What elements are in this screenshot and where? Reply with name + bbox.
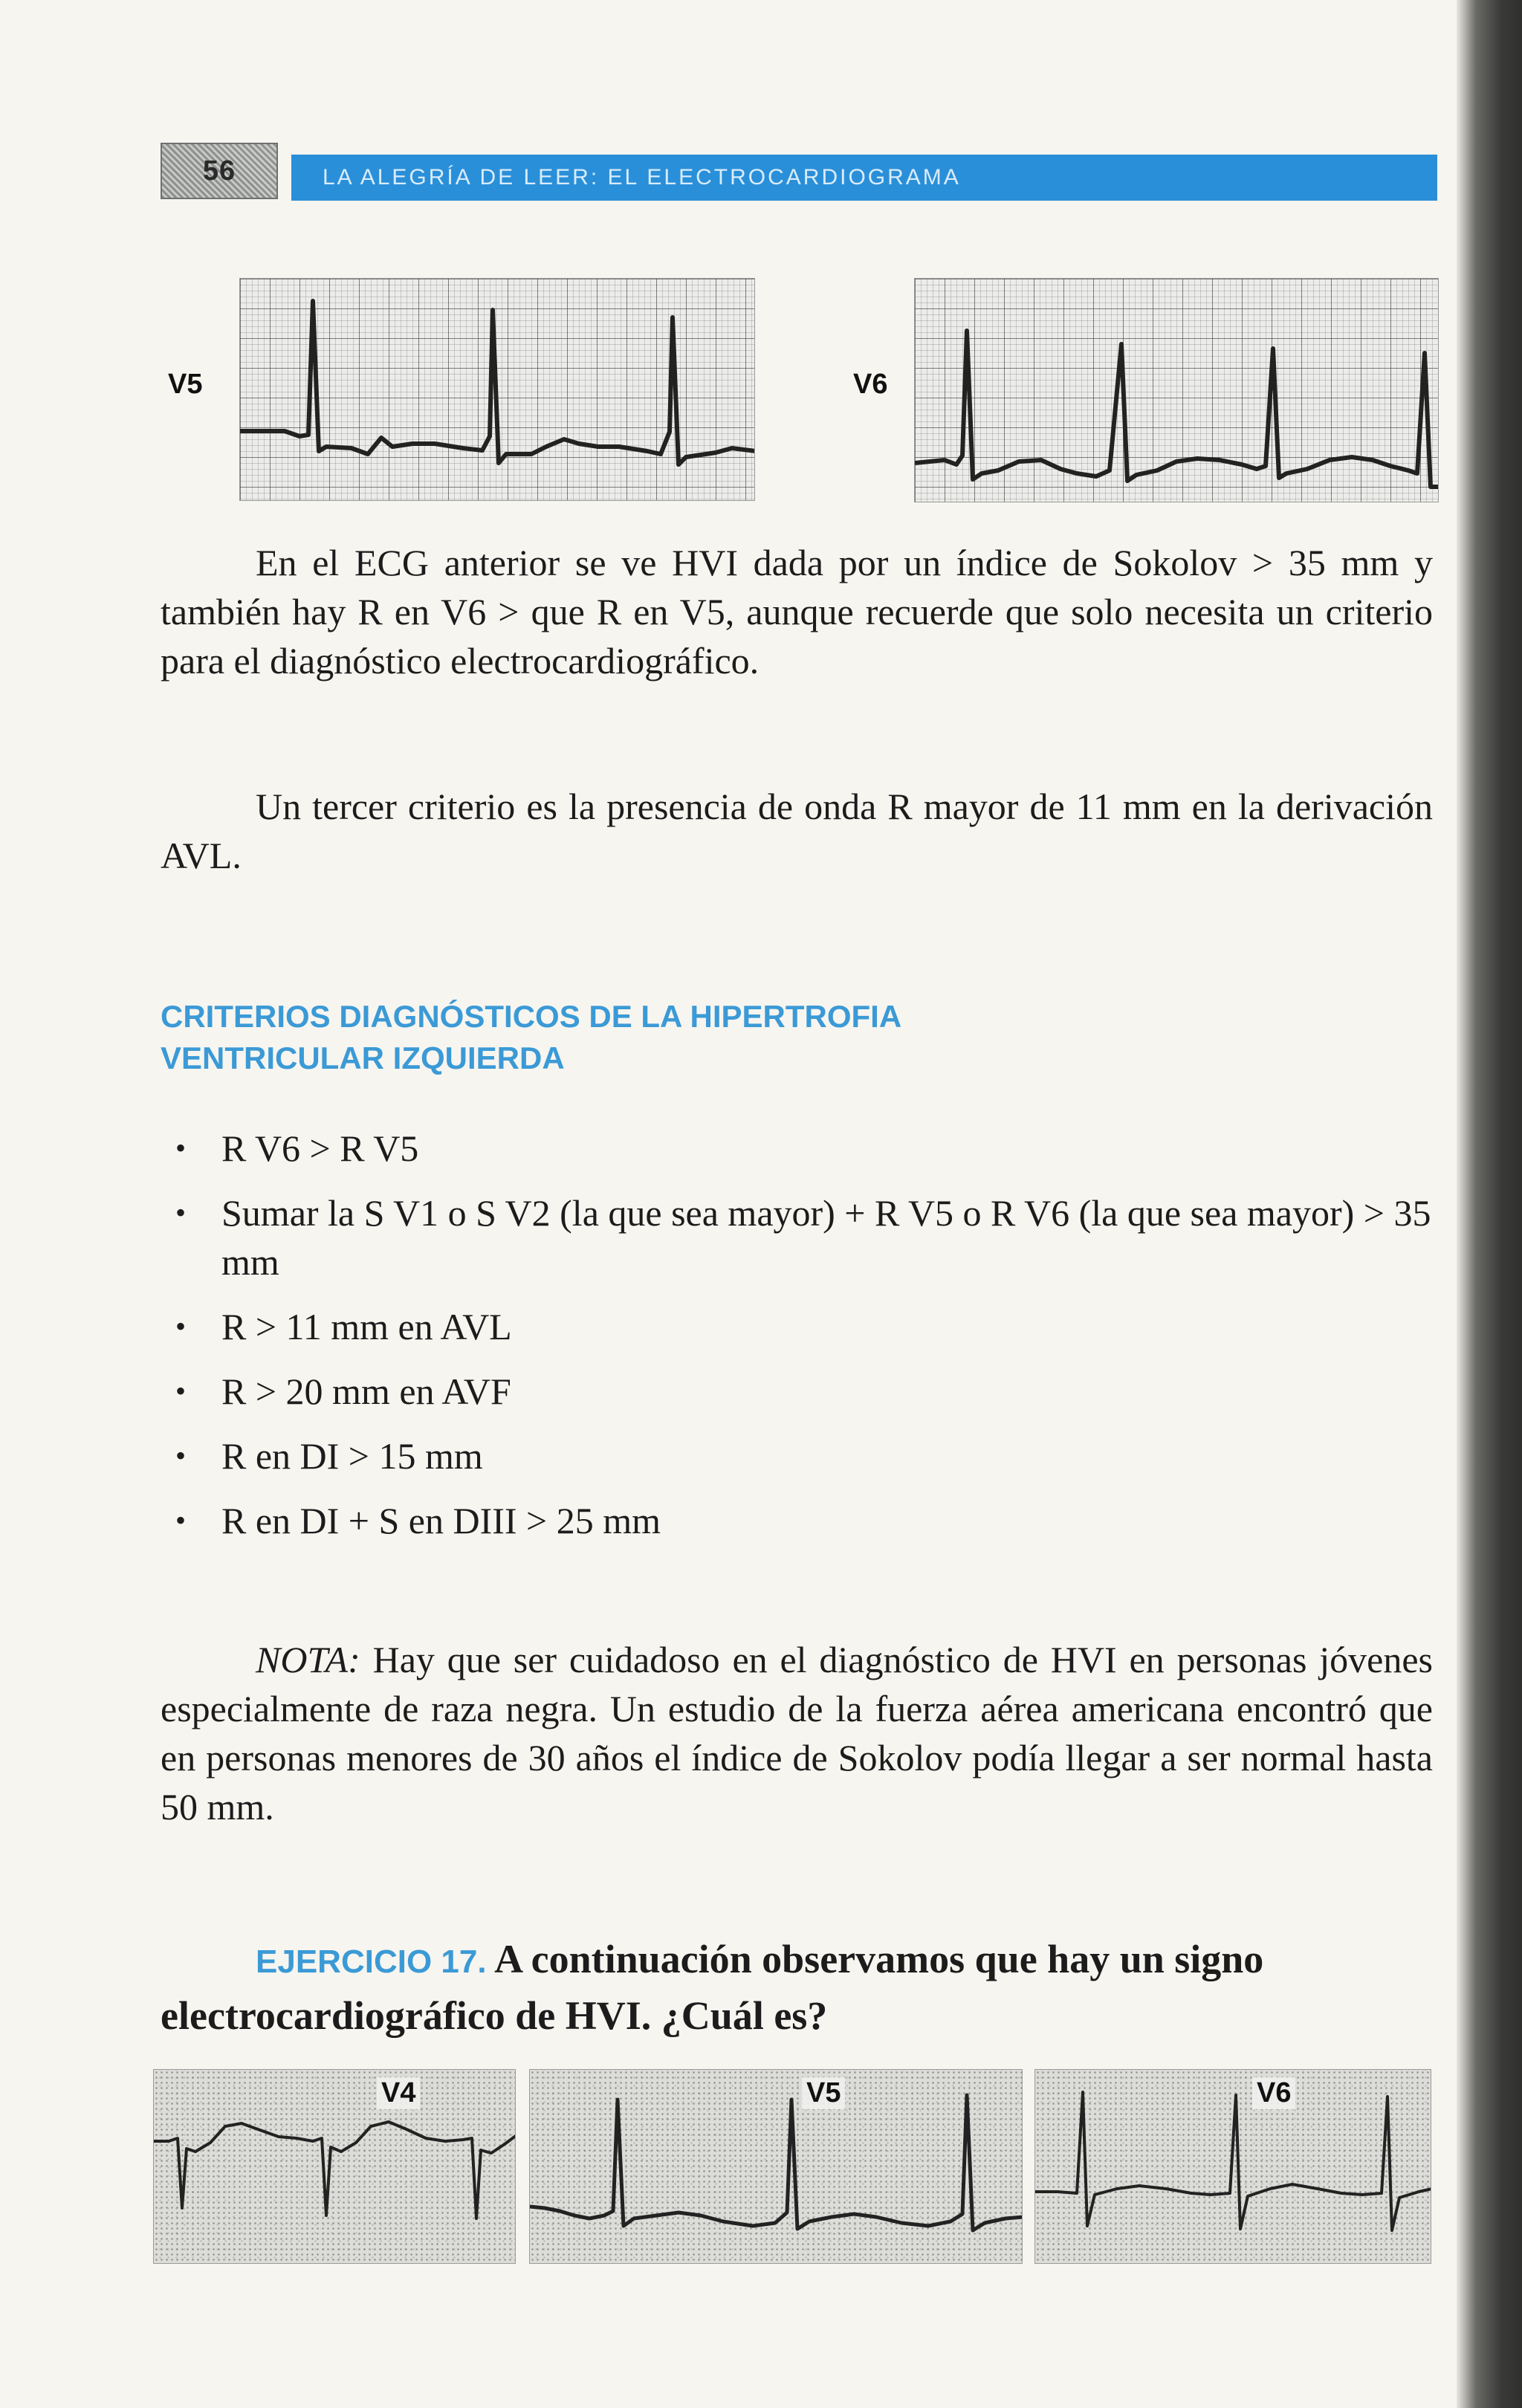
criterion-text: R > 11 mm en AVL — [221, 1306, 512, 1347]
bullet-marker: • — [175, 1504, 187, 1537]
note-label: NOTA: — [256, 1639, 360, 1680]
bullet-marker: • — [175, 1196, 187, 1229]
exercise-prompt — [161, 1932, 1433, 2042]
criteria-heading — [161, 996, 1424, 1079]
ecg-trace-v6 — [915, 279, 1439, 502]
bullet-marker: • — [175, 1131, 187, 1165]
ecg-strip-v4 — [153, 2069, 516, 2264]
criterion-text: R > 20 mm en AVF — [221, 1370, 511, 1412]
criterion-text: R en DI + S en DIII > 25 mm — [221, 1500, 661, 1541]
criterion-text: R en DI > 15 mm — [221, 1435, 483, 1477]
ecg-lead-label-v5: V5 — [168, 369, 203, 400]
page-number-box — [161, 143, 278, 199]
ecg-lead-label-v6: V6 — [853, 369, 888, 400]
ecg-trace-v5-exercise — [530, 2070, 1023, 2264]
criteria-heading-line-2: VENTRICULAR IZQUIERDA — [161, 1040, 565, 1075]
ecg-trace-v5 — [240, 279, 755, 501]
ecg-strip-v6 — [914, 278, 1439, 502]
ecg-trace-v6-exercise — [1035, 2070, 1431, 2264]
criteria-list — [175, 1124, 1439, 1561]
criteria-heading-line-1: CRITERIOS DIAGNÓSTICOS DE LA HIPERTROFIA — [161, 999, 902, 1034]
ecg-lead-label-v6-exercise: V6 — [1252, 2077, 1295, 2109]
list-item — [175, 1431, 1439, 1480]
ecg-strip-v5 — [239, 278, 755, 501]
paragraph-hvi-sokolov: En el ECG anterior se ve HVI dada por un índice de Sokolov > 35 mm y también hay R en V6 > que R en V5, aunque recuerde que solo necesita un criterio para el diagnóstico electrocardiográfico. — [161, 542, 1433, 682]
list-item — [175, 1367, 1439, 1416]
page-number: 56 — [202, 155, 236, 187]
paragraph-third-criterion: Un tercer criterio es la presencia de onda R mayor de 11 mm en la derivación AVL. — [161, 786, 1433, 876]
scan-edge-shadow — [1457, 0, 1522, 2408]
note-paragraph — [161, 1635, 1433, 1831]
running-header-bar — [291, 155, 1437, 201]
ecg-lead-label-v4: V4 — [377, 2077, 420, 2109]
ecg-strip-v6-exercise — [1034, 2069, 1431, 2264]
criterion-text: Sumar la S V1 o S V2 (la que sea mayor) + R V5 o R V6 (la que sea mayor) > 35 mm — [221, 1192, 1431, 1283]
exercise-label: EJERCICIO 17. — [256, 1943, 487, 1980]
criterion-text: R V6 > R V5 — [221, 1127, 419, 1169]
bullet-marker: • — [175, 1310, 187, 1343]
ecg-trace-v4 — [154, 2070, 516, 2264]
running-header-title: LA ALEGRÍA DE LEER: EL ELECTROCARDIOGRAMA — [323, 165, 961, 190]
ecg-strip-v5-exercise — [529, 2069, 1023, 2264]
ecg-lead-label-v5-exercise: V5 — [802, 2077, 845, 2109]
note-text: Hay que ser cuidadoso en el diagnóstico de HVI en personas jóvenes especialmente de raza negra. Un estudio de la fuerza aérea americana encontró que en personas menores de 30 años el índice de Sokolov podía llegar a ser normal hasta 50 mm. — [161, 1639, 1433, 1828]
bullet-marker: • — [175, 1439, 187, 1472]
list-item — [175, 1188, 1439, 1286]
list-item — [175, 1302, 1439, 1351]
bullet-marker: • — [175, 1374, 187, 1408]
list-item — [175, 1496, 1439, 1545]
list-item — [175, 1124, 1439, 1173]
exercise-text: A continuación observamos que hay un signo electrocardiográfico de HVI. ¿Cuál es? — [161, 1937, 1264, 2038]
